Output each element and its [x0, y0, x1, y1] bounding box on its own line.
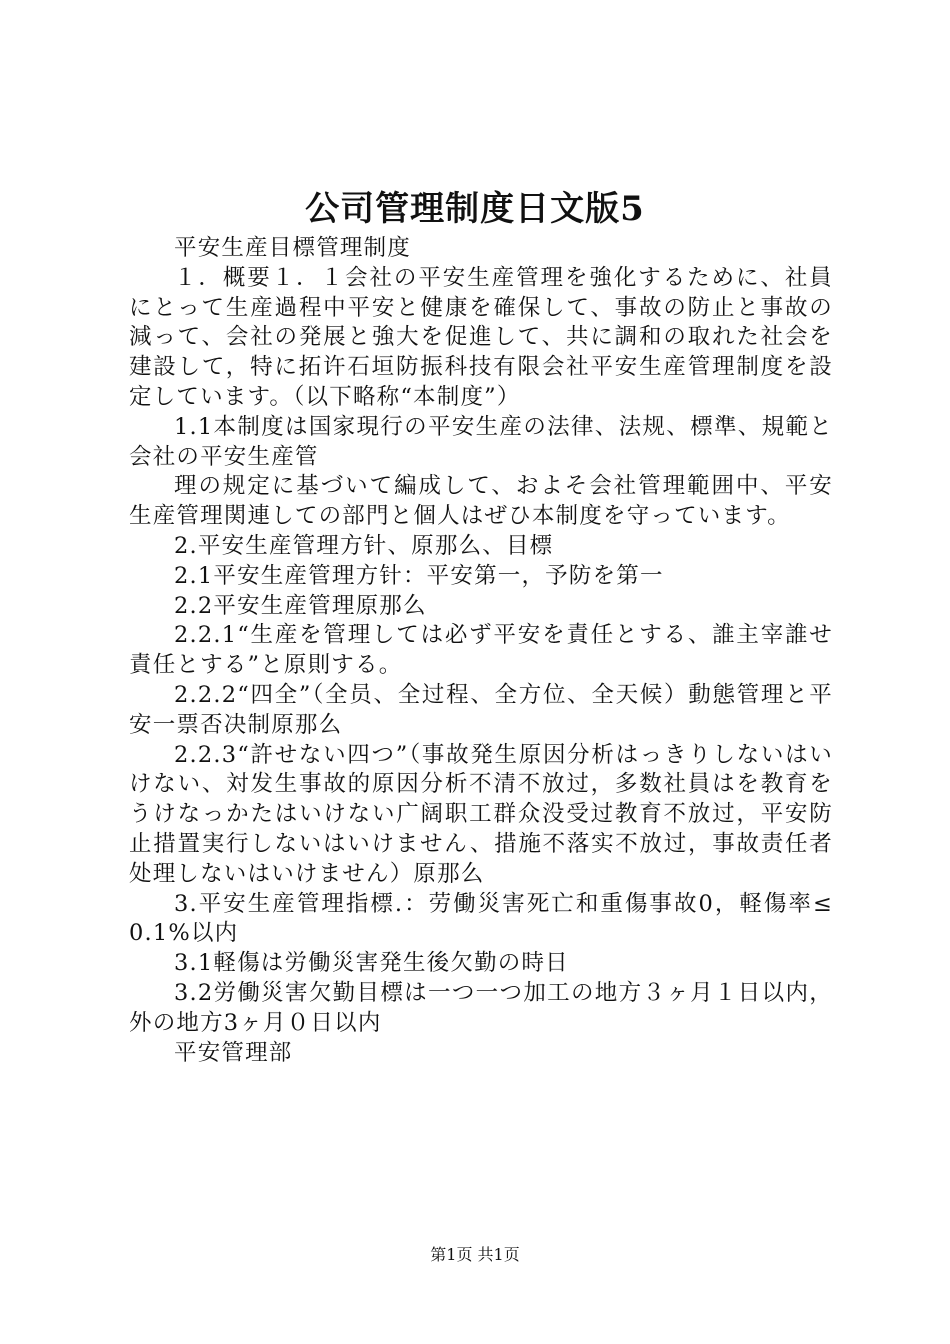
page-footer: 第1页 共1页: [430, 1245, 520, 1264]
paragraph: 2.2.2“四全”（全员、全过程、全方位、全天候）動態管理と平安一票否决制原那么: [129, 681, 833, 738]
paragraph: 理の规定に基づいて編成して、およそ会社管理範囲中、平安生産管理関連しての部門と個人はぜひ本制度を守っています。: [129, 473, 833, 530]
paragraph: 2.平安生産管理方针、原那么、目標: [174, 532, 554, 559]
document-title: 公司管理制度日文版5: [305, 189, 645, 229]
paragraph: 2.2.1“生産を管理しては必ず平安を責任とする、誰主宰誰せ責任とする”と原則する。: [129, 622, 833, 679]
paragraph: 1.1本制度は国家現行の平安生産の法律、法规、標準、規範と会社の平安生産管: [129, 413, 833, 470]
paragraph: 3.平安生産管理指標.：劳働災害死亡和重傷事故0，軽傷率≤0.1%以内: [129, 890, 833, 947]
paragraph: 3.2労働災害欠勤目標は一つ一つ加工の地方３ヶ月１日以内，外の地方3ヶ月０日以内: [129, 979, 833, 1036]
paragraph: 2.2.3“許せない四つ”（事故発生原因分析はっきりしないはいけない、対发生事故的原因分析不清不放过，多数社員はを教育をうけなっかたはいけない广阔职工群众没受过教育不放过，平安防止措置実行しないはいけません、措施不落实不放过，事故责任者处理しないはいけません）原那么: [129, 741, 833, 887]
paragraph: 3.1軽傷は労働災害発生後欠勤の時日: [174, 950, 569, 977]
paragraph: 2.1平安生産管理方针：平安第一，予防を第一: [174, 562, 664, 589]
paragraph: 2.2平安生産管理原那么: [174, 592, 427, 619]
paragraph: １．概要１．１会社の平安生産管理を強化するために、社員にとって生産過程中平安と健康を確保して、事故の防止と事故の減って、会社の発展と強大を促進して、共に調和の取れた社会を建設して，特に拓许石垣防振科技有限会社平安生産管理制度を設定しています。（以下略称“本制度”）: [129, 264, 833, 410]
document-body: [129, 234, 833, 1068]
signature-line: 平安管理部: [174, 1039, 293, 1066]
section-heading: 平安生産目標管理制度: [174, 235, 412, 261]
